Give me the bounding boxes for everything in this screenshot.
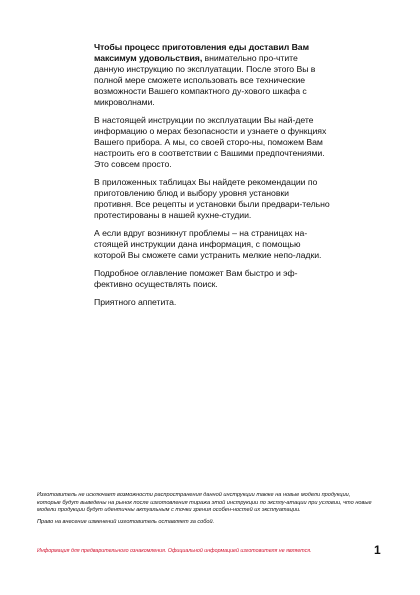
footer-note-changes: Право на внесение изменений изготовитель оставляет за собой. bbox=[37, 518, 215, 525]
intro-paragraph-tables: В приложенных таблицах Вы найдете рекомендации по приготовлению блюд и выбору уровня установки противня. Все рецепты и установки были предвари-тельно протестированы в нашей кухне-студии. bbox=[94, 177, 330, 220]
intro-lead-bold: Чтобы процесс приготовления еды доставил Вам максимум удовольствия, bbox=[94, 42, 309, 63]
intro-paragraph-safety: В настоящей инструкции по эксплуатации Вы най-дете информацию о мерах безопасности и узнаете о функциях Вашего прибора. А мы, со своей сторо-ны, поможем Вам настроить его в соответствии с Вашими предпочтениями. Это совсем просто. bbox=[94, 115, 327, 169]
intro-paragraph-contents: Подробное оглавление поможет Вам быстро и эф-фективно осуществлять поиск. bbox=[94, 268, 298, 289]
intro-lead-paragraph bbox=[94, 42, 330, 108]
disclaimer: Информация для предварительного ознакомления. Официальной информацией изготовителя не является. bbox=[37, 548, 312, 554]
intro-lead-rest: внимательно про-чтите данную инструкцию по эксплуатации. После этого Вы в полной мере сможете использовать все технические возможности Вашего компактного ду-хового шкафа с микроволнами. bbox=[94, 53, 316, 107]
footer-note-distribution: Изготовитель не исключает возможности распространения данной инструкции также на новые модели продукции, которые будут выведены на рынок после изготовления тиража этой инструкции по эксплу-атации при условии, что новые модели продукции будут идентичны актуальным с точки зрения особен-ностей их эксплуатации. bbox=[37, 492, 372, 514]
intro-text bbox=[94, 42, 330, 315]
footer-notes bbox=[37, 492, 373, 530]
intro-paragraph-troubleshooting: А если вдруг возникнут проблемы – на страницах на-стоящей инструкции дана информация, с помощью которой Вы сможете сами устранить мелкие непо-ладки. bbox=[94, 228, 322, 260]
intro-paragraph-closing: Приятного аппетита. bbox=[94, 297, 177, 307]
page-number: 1 bbox=[374, 543, 381, 557]
